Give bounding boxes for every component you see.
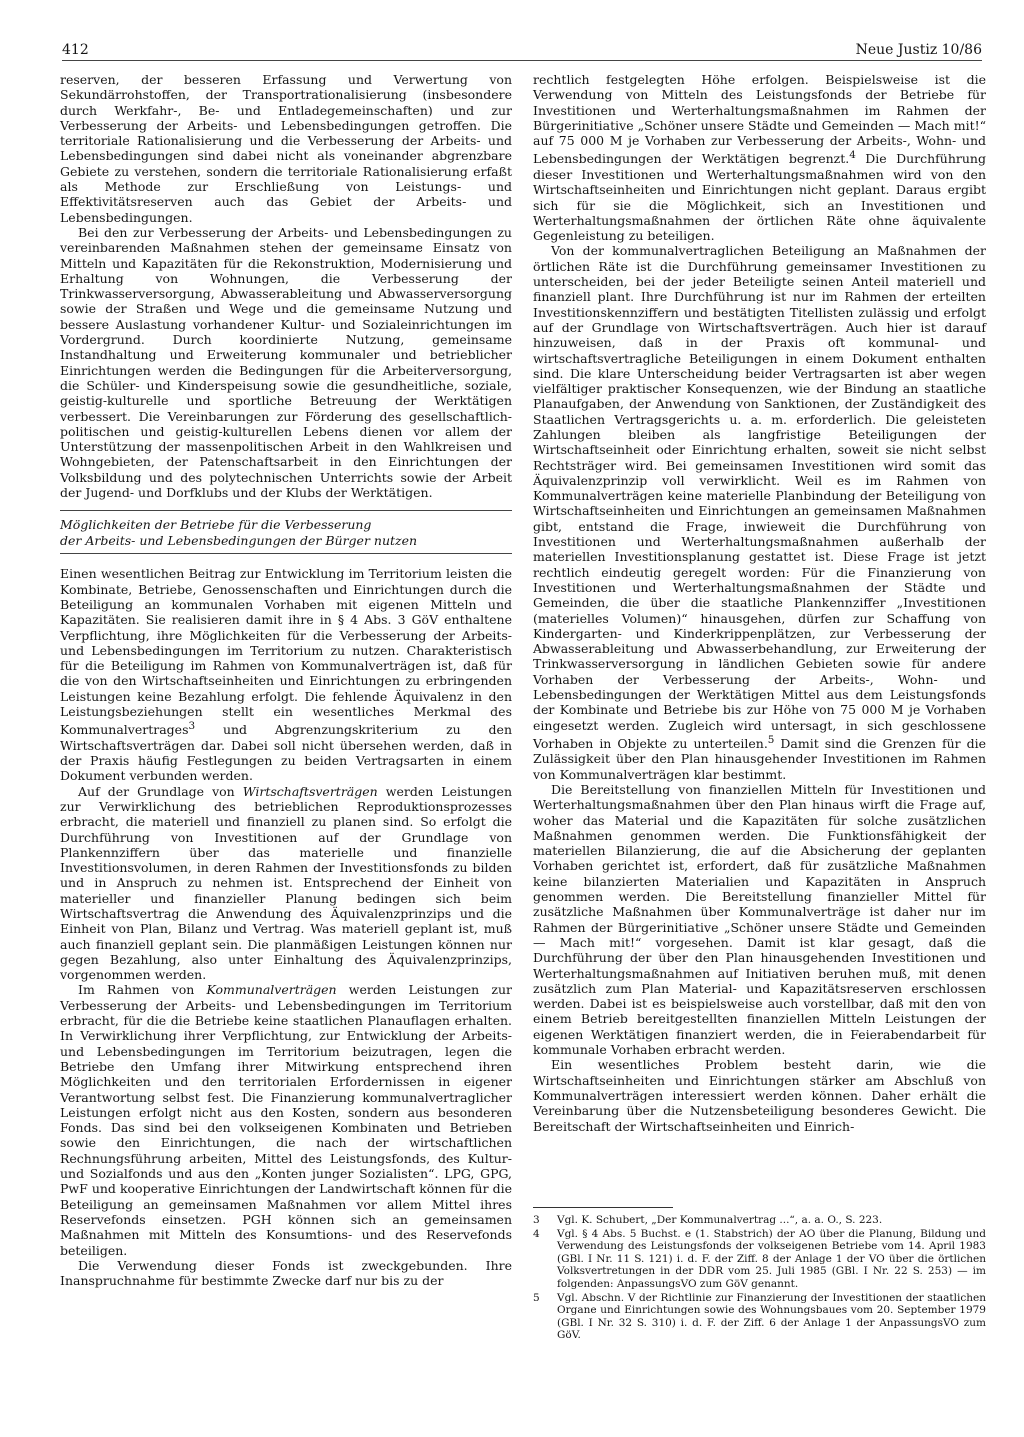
footnote-text: Vgl. K. Schubert, „Der Kommunalvertrag ...“, a. a. O., S. 223. xyxy=(557,1214,883,1226)
footnote-number: 3 xyxy=(533,1214,540,1226)
paragraph xyxy=(533,243,986,782)
section-heading-line: Möglichkeiten der Betriebe für die Verbesserung xyxy=(60,517,372,533)
paragraph-text: Damit sind die Grenzen für die Zulässigkeit über den Plan hinausgehender Investitionen im Rahmen von Kommunalverträgen klar bestimmt. xyxy=(533,736,987,782)
page-number: 412 xyxy=(62,42,89,58)
left-column xyxy=(60,72,512,1288)
footnote-ref[interactable]: 5 xyxy=(767,733,775,746)
footnote-text: Vgl. § 4 Abs. 5 Buchst. e (1. Stabstrich) der AO über die Planung, Bildung und Verwendung des Leistungsfonds der volkseigenen Betriebe vom 14. April 1983 (GBl. I Nr. 11 S. 121) i. d. F. der Ziff. 8 der Anlage 1 der VO über die örtlichen Volksvertretungen in der DDR vom 25. Juli 1985 (GBl. I Nr. 22 S. 253) — im folgenden: AnpassungsVO zum GöV genannt. xyxy=(557,1227,986,1290)
paragraph xyxy=(60,784,512,983)
emphasis: Kommunalverträgen xyxy=(206,982,337,998)
footnote-text: Vgl. Abschn. V der Richtlinie zur Finanzierung der Investitionen der staatlichen Organe und Einrichtungen sowie des Wohnungsbaues vom 20. September 1979 (GBl. I Nr. 32 S. 310) i. d. F. der Ziff. 6 der Anlage 1 der AnpassungsVO zum GöV. xyxy=(557,1291,986,1342)
footnotes xyxy=(533,1214,986,1343)
paragraph-text: werden Leistungen zur Verbesserung der Arbeits- und Lebensbedingungen im Territorium erbracht, für die die Betriebe keine staatlichen Planauflagen erhalten. In Verwirklichung ihrer Verpflichtung, zur Entwicklung der Arbeits- und Lebensbedingungen im Territorium beizutragen, legen die Betriebe den Umfang ihrer Mitwirkung entsprechend ihren Möglichkeiten und den territorialen Erfordernissen in eigener Verantwortung selbst fest. Die Finanzierung kommunalvertraglicher Leistungen erfolgt nicht aus den Kosten, sondern aus besonderen Fonds. Das sind bei den volkseigenen Kombinaten und Betrieben sowie den Einrichtungen, die nach der wirtschaftlichen Rechnungsführung arbeiten, Mittel des Leistungsfonds, des Kultur- und Sozialfonds und aus den „Konten junger Sozialisten“. LPG, GPG, PwF und kooperative Einrichtungen der Landwirtschaft können für die Beteiligung an gemeinsamen Maßnahmen vor allem Mittel ihres Reservefonds einsetzen. PGH können sich an gemeinsamen Maßnahmen mit Mitteln des Konsumtions- und des Reservefonds beteiligen. xyxy=(60,982,512,1258)
footnote-divider xyxy=(533,1207,673,1208)
footnote xyxy=(533,1228,986,1291)
right-column xyxy=(533,72,986,1134)
page-header xyxy=(62,40,982,61)
paragraph: Bei den zur Verbesserung der Arbeits- und Lebensbedingungen zu vereinbarenden Maßnahmen stehen der gemeinsame Einsatz von Mitteln und Kapazitäten für die Rekonstruktion, Modernisierung und Erhaltung von Wohnungen, die Verbesserung der Trinkwasserversorgung, Abwasserableitung und Abwasserversorgung sowie der Straßen und Wege und die gemeinsame Nutzung und bessere Auslastung vorhandener Kultur- und Sozialeinrichtungen im Vordergrund. Durch koordinierte Nutzung, gemeinsame Instandhaltung und Erweiterung kommunaler und betrieblicher Einrichtungen werden die Bedingungen für die Arbeiterversorgung, die Schüler- und Kinderspeisung sowie die gesundheitliche, soziale, geistig-kulturelle und sportliche Betreuung der Werktätigen verbessert. Die Vereinbarungen zur Förderung des gesellschaftlich-politischen und geistig-kulturellen Lebens dienen vor allem der Unterstützung der massenpolitischen Arbeit in den Wahlkreisen und Wohngebieten, der Patenschaftsarbeit in den Einrichtungen der Volksbildung und des polytechnischen Unterrichts sowie der Arbeit der Jugend- und Dorfklubs und der Klubs der Werktätigen. xyxy=(60,224,512,501)
paragraph-text: Von der kommunalvertraglichen Beteiligung an Maßnahmen der örtlichen Räte ist die Durchführung gemeinsamer Investitionen zu unterscheiden, bei der jeder Beteiligte seinen Anteil materiell und finanziell plant. Ihre Durchführung ist nur im Rahmen der erteilten Investitionskennziffern und bestätigten Titellisten zulässig und erfolgt auf der Grundlage von Wirtschaftsverträgen. Auch hier ist darauf hinzuweisen, daß in der Praxis oft kommunal- und wirtschaftsvertragliche Beteiligungen in einem Dokument enthalten sind. Die klare Unterscheidung beider Vertragsarten ist aber wegen vielfältiger praktischer Konsequenzen, wie der Bindung an staatliche Planaufgaben, der Anwendung von Sanktionen, der Zuständigkeit des Staatlichen Vertragsgerichts u. a. m. erforderlich. Die geleisteten Zahlungen bleiben als langfristige Beteiligungen der Wirtschaftseinheit oder Einrichtung erhalten, soweit sie nicht selbst Rechtsträger wird. Bei gemeinsamen Investitionen wird somit das Äquivalenzprinzip voll verwirklicht. Weil es im Rahmen von Kommunalverträgen keine materielle Planbindung der Beteiligung von Wirtschaftseinheiten und Einrichtungen an gemeinsamen Maßnahmen gibt, entstand die Frage, inwieweit die Durchführung von Investitionen und Werterhaltungsmaßnahmen außerhalb der materiellen Investitionsplanung gestattet ist. Diese Frage ist jetzt rechtlich eindeutig geregelt worden: Für die Finanzierung von Investitionen und Werterhaltungsmaßnahmen der Städte und Gemeinden, die über die staatliche Plankennziffer „Investitionen (materielles Volumen)“ hinausgehen, dürfen zur Schaffung von Kindergarten- und Kinderkrippenplätzen, zur Verbesserung der Abwasserableitung und Abwasserbehandlung, zur Erweiterung der Trinkwasserversorgung in ländlichen Gebieten sowie für andere Vorhaben der Verbesserung der Arbeits-, Wohn- und Lebensbedingungen der Werktätigen Mittel aus dem Leistungsfonds der Kombinate und Betriebe bis zur Höhe von 75 000 M je Vorhaben eingesetzt werden. Zugleich wird untersagt, in sich geschlossene Vorhaben in Objekte zu unterteilen. xyxy=(533,243,986,752)
paragraph-text: Auf der Grundlage von xyxy=(78,783,243,799)
paragraph: Die Bereitstellung von finanziellen Mitteln für Investitionen und Werterhaltungsmaßnahmen über den Plan hinaus wirft die Frage auf, woher das Material und die Kapazitäten für solche zusätzlichen Maßnahmen genommen werden. Die Funktionsfähigkeit der materiellen Bilanzierung, die auf die Absicherung der geplanten Vorhaben gerichtet ist, erfordert, daß für zusätzliche Maßnahmen keine bilanzierten Materialien und Kapazitäten in Anspruch genommen werden. Die Bereitstellung finanzieller Mittel für zusätzliche Maßnahmen über Kommunalverträge ist daher nur im Rahmen der Bürgerinitiative „Schöner unsere Städte und Gemeinden — Mach mit!“ vorgesehen. Damit ist klar gesagt, daß die Durchführung der über den Plan hinausgehenden Investitionen und Werterhaltungsmaßnahmen auf Initiativen beruhen muß, mit denen zusätzlich zum Plan Material- und Kapazitätsreserven erschlossen werden. Dabei ist es beispielsweise auch vorstellbar, daß mit den von einem Betrieb bereitgestellten finanziellen Mitteln Leistungen der eigenen Werktätigen finanziert werden, die in Feierabendarbeit für kommunale Vorhaben erbracht werden. xyxy=(533,781,986,1058)
footnote xyxy=(533,1292,986,1342)
paragraph xyxy=(533,72,986,243)
emphasis: Wirtschaftsverträgen xyxy=(242,783,378,799)
paragraph-text: Im Rahmen von xyxy=(78,982,207,998)
journal-issue: Neue Justiz 10/86 xyxy=(855,42,982,58)
paragraph-text: rechtlich festgelegten Höhe erfolgen. Beispielsweise ist die Verwendung von Mitteln des Leistungsfonds der Betriebe für Investitionen und Werterhaltungsmaßnahmen im Rahmen der Bürgerinitiative „Schöner unsere Städte und Gemeinden — Mach mit!“ auf 75 000 M je Vorhaben zur Verbesserung der Arbeits-, Wohn- und Lebensbedingungen der Werktätigen begrenzt. xyxy=(533,72,986,167)
footnote-number: 5 xyxy=(533,1291,540,1304)
paragraph-text: Die Durchführung dieser Investitionen und Werterhaltungsmaßnahmen wird von den Wirtschaftseinheiten und Einrichtungen nicht geplant. Daraus ergibt sich für sie die Möglichkeit, sich an Investitionen und Werterhaltungsmaßnahmen der örtlichen Räte ohne äquivalente Gegenleistung zu beteiligen. xyxy=(533,151,986,244)
section-heading xyxy=(60,510,512,554)
paragraph xyxy=(60,982,512,1257)
footnote-ref[interactable]: 4 xyxy=(849,149,856,162)
paragraph xyxy=(60,566,512,783)
footnote xyxy=(533,1214,986,1227)
paragraph: reserven, der besseren Erfassung und Verwertung von Sekundärrohstoffen, der Transportrationalisierung (insbesondere durch Werkfahr-, Be- und Entladegemeinschaften) und zur Verbesserung der Arbeits- und Lebensbedingungen getroffen. Die territoriale Rationalisierung und die Verbesserung der Arbeits- und Lebensbedingungen sind dabei nicht als voneinander abgrenzbare Gebiete zu verstehen, sondern die territoriale Rationalisierung erfaßt als Methode zur Erschließung von Leistungs- und Effektivitätsreserven auch das Gebiet der Arbeits- und Lebensbedingungen. xyxy=(60,72,512,225)
footnote-number: 4 xyxy=(533,1227,540,1240)
section-heading-line: der Arbeits- und Lebensbedingungen der Bürger nutzen xyxy=(60,532,418,548)
paragraph-text: Einen wesentlichen Beitrag zur Entwicklung im Territorium leisten die Kombinate, Betriebe, Genossenschaften und Einrichtungen durch die Beteiligung an kommunalen Vorhaben mit eigenen Mitteln und Kapazitäten. Sie realisieren damit ihre in § 4 Abs. 3 GöV enthaltene Verpflichtung, ihre Möglichkeiten für die Verbesserung der Arbeits- und Lebensbedingungen im Territorium zu nutzen. Charakteristisch für die Beteiligung im Rahmen von Kommunalverträgen ist, daß für die von den Wirtschaftseinheiten und Einrichtungen zu erbringenden Leistungen keine Bezahlung erfolgt. Die fehlende Äquivalenz in den Leistungsbeziehungen stellt ein wesentliches Merkmal des Kommunalvertrages xyxy=(60,566,512,738)
paragraph-text: werden Leistungen zur Verwirklichung des betrieblichen Reproduktionsprozesses erbracht, die materiell und finanziell zu planen sind. So erfolgt die Durchführung von Investitionen auf der Grundlage von Plankennziffern über das materielle und finanzielle Investitionsvolumen, in deren Rahmen der Investitionsfonds zu bilden und in Anspruch zu nehmen ist. Entsprechend der Einheit von materieller und finanzieller Planung bedingen sich beim Wirtschaftsvertrag die Anwendung des Äquivalenzprinzips und die Einheit von Plan, Bilanz und Vertrag. Was materiell geplant ist, muß auch finanziell geplant sein. Die planmäßigen Leistungen können nur gegen Bezahlung, also unter Einhaltung des Äquivalenzprinzips, vorgenommen werden. xyxy=(60,783,512,983)
paragraph: Die Verwendung dieser Fonds ist zweckgebunden. Ihre Inanspruchnahme für bestimmte Zwecke darf nur bis zu der xyxy=(60,1257,512,1289)
paragraph-text: und Abgrenzungskriterium zu den Wirtschaftsverträgen dar. Dabei soll nicht übersehen werden, daß in der Praxis häufig Festlegungen zu beiden Vertragsarten in einem Dokument verbunden werden. xyxy=(60,722,512,784)
footnote-ref[interactable]: 3 xyxy=(188,720,196,733)
paragraph: Ein wesentliches Problem besteht darin, wie die Wirtschaftseinheiten und Einrichtungen stärker am Abschluß von Kommunalverträgen interessiert werden können. Daher erhält die Vereinbarung über die Nutzensbeteiligung besonderes Gewicht. Die Bereitschaft der Wirtschaftseinheiten und Einrich- xyxy=(533,1057,986,1134)
